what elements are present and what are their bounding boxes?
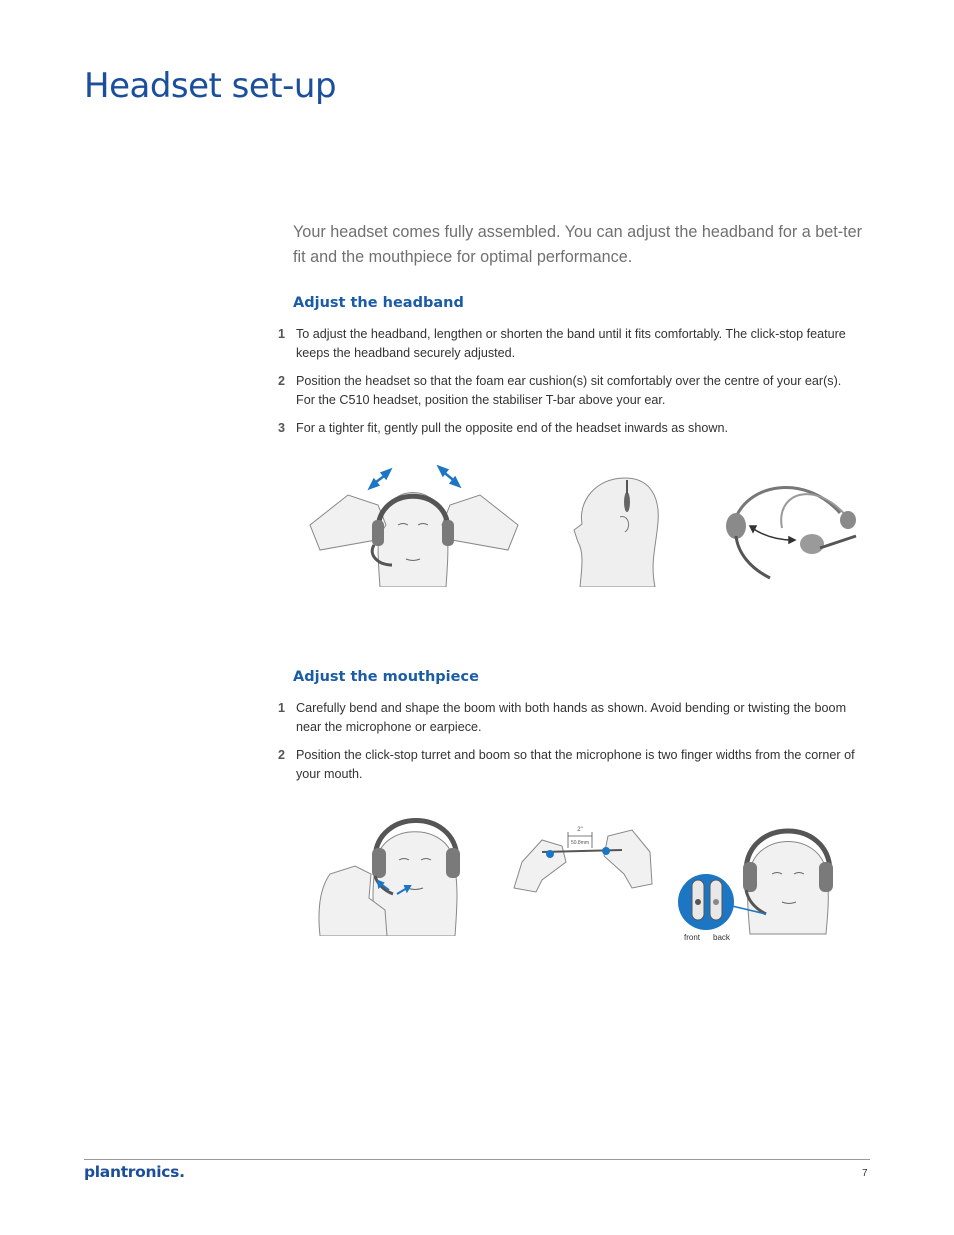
step-text: Carefully bend and shape the boom with both hands as shown. Avoid bending or twisting the boom near the microphone or earpiece. — [296, 701, 847, 734]
headband-adjust-illustration — [308, 465, 520, 587]
step-text: To adjust the headband, lengthen or shorten the band until it fits comfortably. The click-stop feature keeps the headband securely adjusted. — [296, 327, 846, 360]
step-text: Position the click-stop turret and boom so that the microphone is two finger widths from the corner of your mouth. — [296, 748, 855, 781]
label-front: front — [684, 933, 701, 942]
step-number: 1 — [278, 327, 286, 341]
measure-inches: 2" — [577, 827, 583, 833]
mouthpiece-heading: Adjust the mouthpiece — [293, 669, 479, 685]
list-item — [278, 419, 858, 438]
step-text: For a tighter fit, gently pull the opposite end of the headset inwards as shown. — [296, 421, 728, 435]
plantronics-logo: plantronics. — [84, 1163, 185, 1181]
step-number: 2 — [278, 748, 286, 762]
page-number: 7 — [862, 1168, 868, 1179]
list-item — [278, 325, 858, 362]
page-title: Headset set-up — [84, 66, 337, 106]
step-number: 2 — [278, 374, 286, 388]
mic-position-illustration — [676, 822, 840, 944]
intro-text: Your headset comes fully assembled. You can adjust the headband for a bet-ter fit and the mouthpiece for optimal performance. — [293, 223, 863, 266]
mouthpiece-steps — [278, 699, 858, 793]
boom-hand-illustration — [315, 808, 465, 936]
headband-heading: Adjust the headband — [293, 295, 464, 311]
footer-divider — [84, 1159, 870, 1160]
list-item — [278, 746, 858, 783]
headband-steps — [278, 325, 858, 448]
measure-mm: 50.8mm — [570, 840, 590, 846]
list-item — [278, 699, 858, 736]
headset-tighten-illustration — [720, 478, 862, 588]
boom-bend-illustration — [512, 822, 654, 894]
step-number: 1 — [278, 701, 286, 715]
label-back: back — [713, 933, 730, 942]
list-item — [278, 372, 858, 409]
head-profile-illustration — [570, 472, 660, 587]
step-number: 3 — [278, 421, 286, 435]
step-text: Position the headset so that the foam ear cushion(s) sit comfortably over the centre of your ear(s). For the C510 headset, position the stabiliser T-bar above your ear. — [296, 374, 842, 407]
